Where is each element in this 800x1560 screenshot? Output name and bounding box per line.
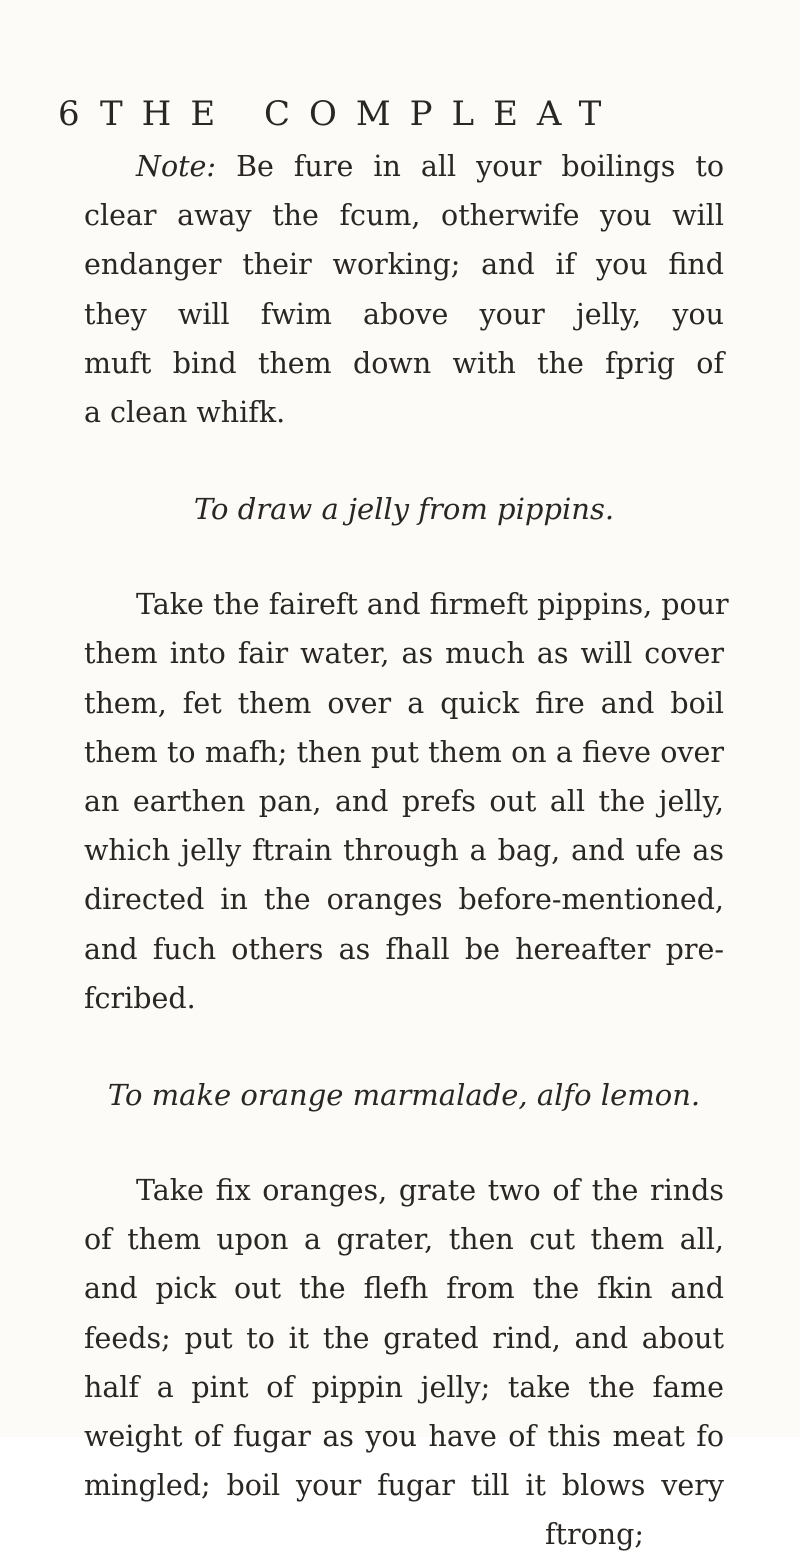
page-body [84, 142, 729, 1560]
orange-marmalade-paragraph [84, 1166, 724, 1560]
text-line: ftrong; [545, 1518, 644, 1552]
text-line: which jelly ftrain through a bag, and ufe as [84, 834, 724, 868]
text-line: of them upon a grater, then cut them all, [84, 1223, 724, 1257]
note-line-text: Be fure in all your boilings to [216, 150, 724, 183]
text-line: mingled; boil your fugar till it blows very [84, 1469, 724, 1503]
page-header [40, 90, 760, 138]
note-paragraph [84, 142, 724, 437]
text-line: them, fet them over a quick fire and boil [84, 686, 724, 720]
text-line: Take the faireft and firmeft pippins, pour [136, 588, 729, 622]
pippin-jelly-paragraph [84, 580, 729, 1023]
running-title: THE COMPLEAT [100, 94, 621, 134]
text-line [84, 142, 724, 191]
text-line: endanger their working; and if you find [84, 248, 724, 282]
text-line: feeds; put to it the grated rind, and about [84, 1321, 724, 1355]
section-heading-orange-marmalade: To make orange marmalade, alfo lemon. [107, 1078, 701, 1113]
text-line: an earthen pan, and prefs out all the jelly, [84, 785, 724, 819]
text-line: them to mafh; then put them on a fieve over [84, 735, 724, 769]
text-line: Take fix oranges, grate two of the rinds [136, 1174, 724, 1208]
text-line: them into fair water, as much as will cover [84, 637, 724, 671]
text-line: directed in the oranges before-mentioned, [84, 883, 724, 917]
text-line: clear away the fcum, otherwife you will [84, 199, 724, 233]
text-line: fcribed. [84, 981, 196, 1015]
note-label: Note: [136, 150, 217, 183]
text-line: muft bind them down with the fprig of [84, 346, 724, 380]
text-line: they will fwim above your jelly, you [84, 297, 724, 331]
text-line: a clean whifk. [84, 396, 286, 430]
text-line: and pick out the flefh from the fkin and [84, 1272, 724, 1306]
text-line: weight of fugar as you have of this meat fo [84, 1420, 724, 1454]
text-line: and fuch others as fhall be hereafter pre- [84, 932, 724, 966]
text-line: half a pint of pippin jelly; take the fame [84, 1370, 724, 1404]
section-heading-pippin-jelly: To draw a jelly from pippins. [193, 492, 615, 527]
page-number: 6 [58, 94, 80, 134]
